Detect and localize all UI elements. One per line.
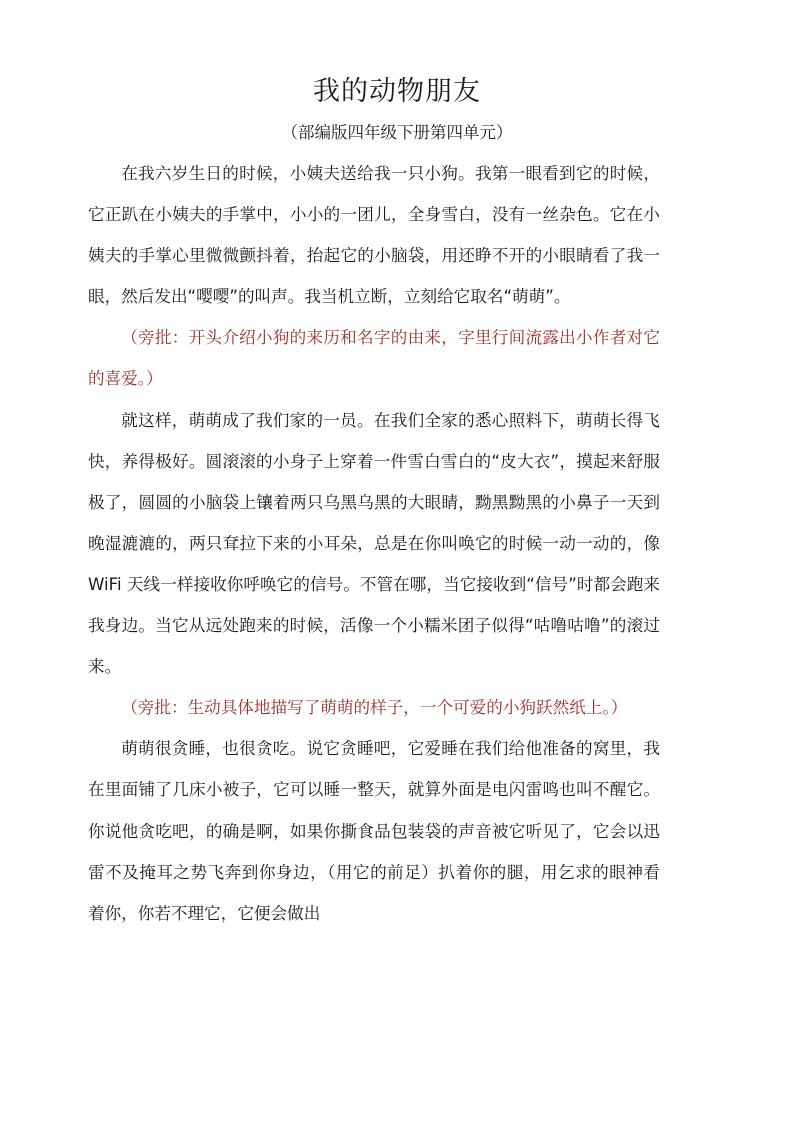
margin-comment-2: （旁批：生动具体地描写了萌萌的样子，一个可爱的小狗跃然纸上。）	[121, 698, 628, 718]
paragraph-habits: 萌萌很贪睡，也很贪吃。说它贪睡吧，它爱睡在我们给他准备的窝里，我在里面铺了几床小被子，它可以睡一整天，就算外面是电闪雷鸣也叫不醒它。你说他贪吃吧，的确是啊，如果你撕食品包装袋的声音被它听见了，它会以迅雷不及掩耳之势飞奔到你身边，（用它的前足）扒着你的腿，用乞求的眼神看着你，你若不理它，它便会做出	[88, 739, 660, 923]
document-title: 我的动物朋友	[313, 76, 481, 107]
paragraph-intro: 在我六岁生日的时候，小姨夫送给我一只小狗。我第一眼看到它的时候，它正趴在小姨夫的手掌中，小小的一团儿，全身雪白，没有一丝杂色。它在小姨夫的手掌心里微微颤抖着，抬起它的小脑袋，用还睁不开的小眼睛看了我一眼，然后发出“嘤嘤”的叫声。我当机立断，立刻给它取名“萌萌”。	[88, 164, 660, 307]
paragraph-appearance: 就这样，萌萌成了我们家的一员。在我们全家的悉心照料下，萌萌长得飞快，养得极好。圆滚滚的小身子上穿着一件雪白雪白的“皮大衣”，摸起来舒服极了，圆圆的小脑袋上镶着两只乌黑乌黑的大眼睛，黝黑黝黑的小鼻子一天到晚湿漉漉的，两只耷拉下来的小耳朵，总是在你叫唤它的时候一动一动的，像 WiFi 天线一样接收你呼唤它的信号。不管在哪，当它接收到“信号”时都会跑来我身边。当它从远处跑来的时候，活像一个小糯米团子似得“咕噜咕噜”的滚过来。	[88, 410, 660, 677]
document-subtitle: （部编版四年级下册第四单元）	[281, 123, 513, 142]
margin-comment-1: （旁批：开头介绍小狗的来历和名字的由来，字里行间流露出小作者对它的喜爱。）	[88, 328, 660, 389]
document-body	[88, 153, 660, 934]
